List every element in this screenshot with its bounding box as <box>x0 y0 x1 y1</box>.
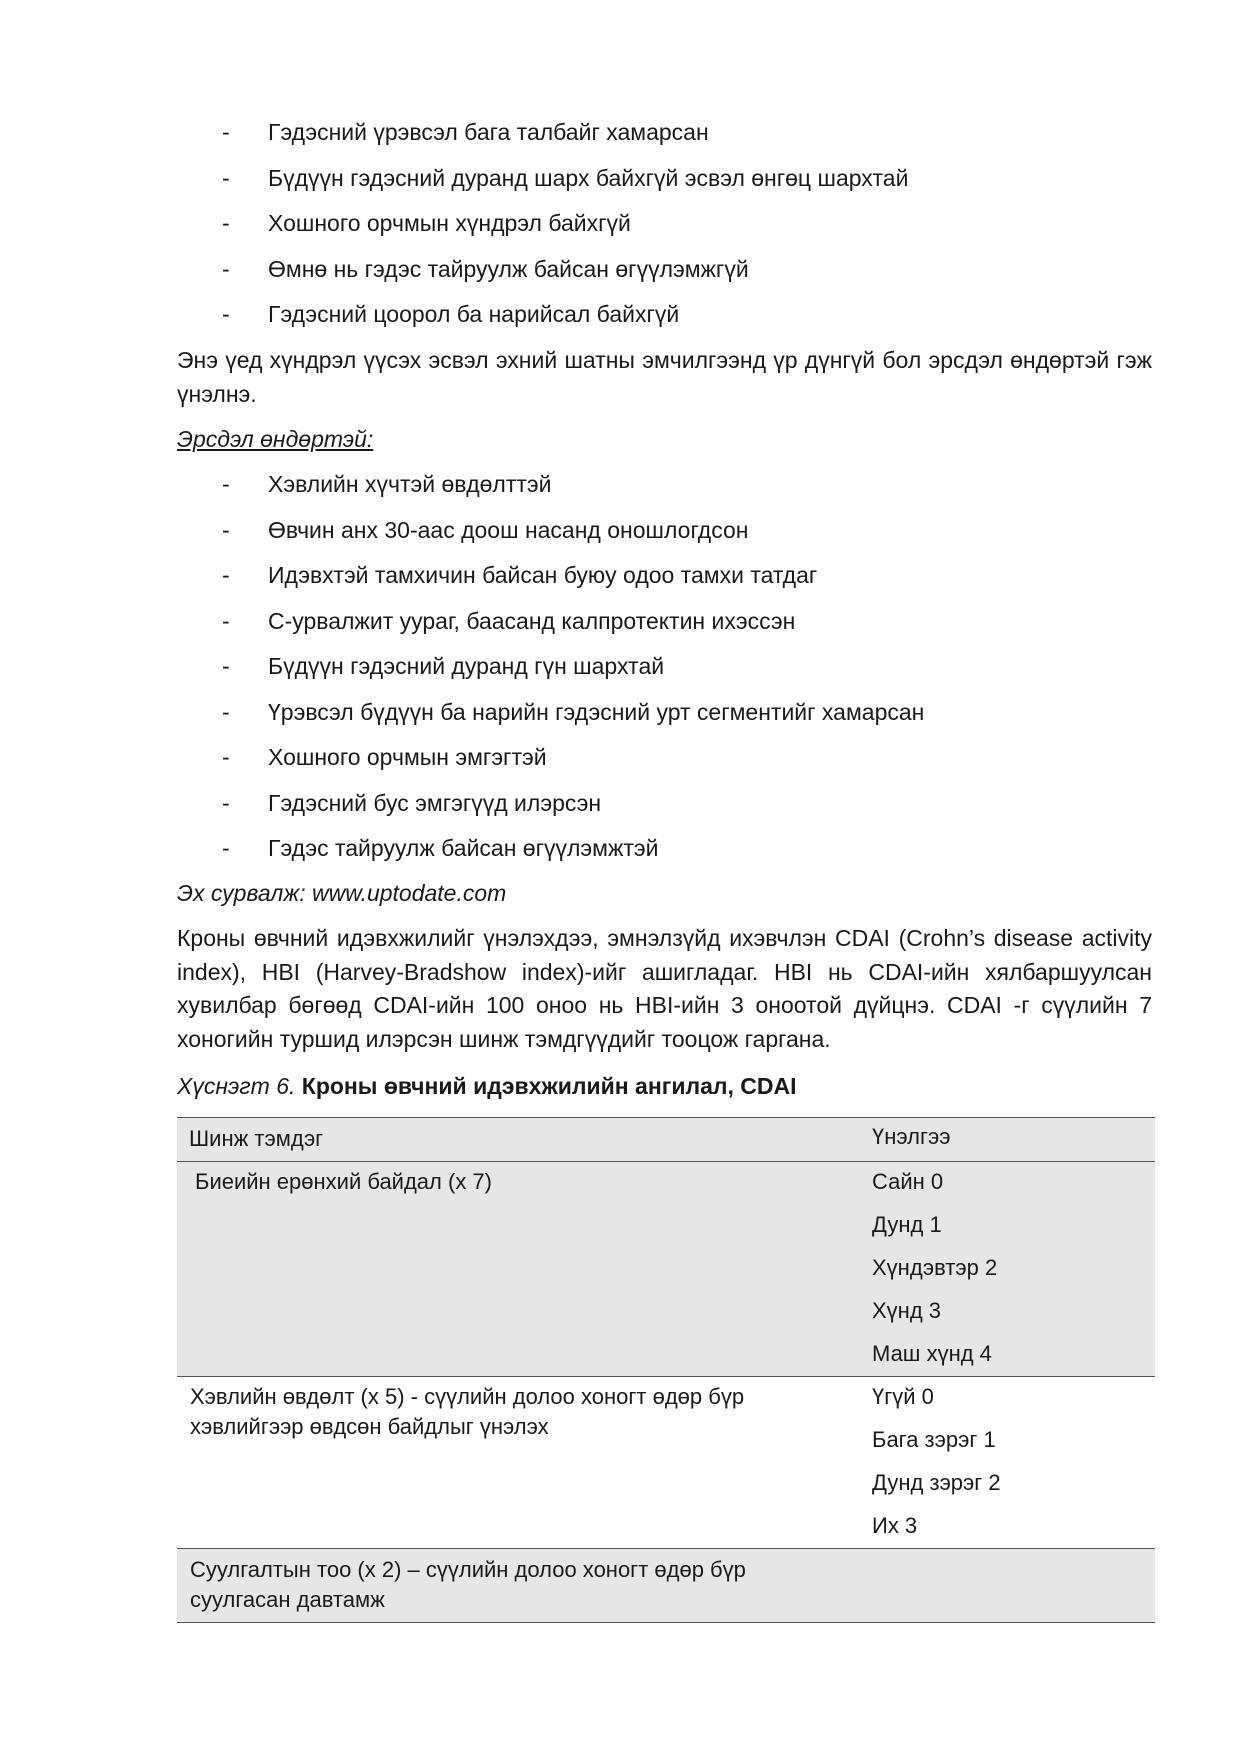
cdai-paragraph: Кроны өвчний идэвхжилийг үнэлэхдээ, эмнэлзүйд ихэвчлэн CDAI (Crohn’s disease activity index), HBI (Harvey-Bradshow index)-ийг ашигладаг. HBI нь CDAI-ийн хялбаршуулсан хувилбар бөгөөд CDAI-ийн 100 оноо нь HBI-ийн 3 оноотой дүйцнэ. CDAI -г сүүлийн 7 хоногийн туршид илэрсэн шинж тэмдгүүдийг тооцож гаргана. <box>177 925 1152 1052</box>
score-option: Бага зэрэг 1 <box>872 1427 996 1452</box>
score-option: Их 3 <box>872 1513 918 1538</box>
score-cell <box>872 1167 997 1382</box>
list-dash: - <box>222 744 230 770</box>
table-caption <box>177 1073 796 1100</box>
list-dash: - <box>222 164 230 191</box>
list-dash: - <box>222 698 230 725</box>
table-row <box>177 1548 1155 1623</box>
table-header-row <box>177 1117 1155 1161</box>
list-dash: - <box>222 119 230 145</box>
score-option: Маш хүнд 4 <box>872 1341 992 1366</box>
list-dash: - <box>222 562 230 588</box>
risk-paragraph: Энэ үед хүндрэл үүсэх эсвэл эхний шатны эмчилгээнд үр дүнгүй бол эрсдэл өндөртэй гэж үнэлнэ. <box>177 347 1152 407</box>
header-score: Үнэлгээ <box>872 1124 951 1149</box>
list-dash: - <box>222 835 230 861</box>
list-dash: - <box>222 255 230 282</box>
list-dash: - <box>222 210 230 236</box>
list-dash: - <box>222 607 230 634</box>
table-row <box>177 1376 1155 1548</box>
header-symptom: Шинж тэмдэг <box>189 1126 324 1151</box>
list-dash: - <box>222 471 230 497</box>
list-dash: - <box>222 301 230 327</box>
caption-title: Кроны өвчний идэвхжилийн ангилал, CDAI <box>301 1073 797 1099</box>
score-cell <box>872 1382 1001 1554</box>
cdai-table <box>177 1117 1155 1623</box>
score-option: Хүнд 3 <box>872 1298 942 1323</box>
symptom-cell: Суулгалтын тоо (x 2) – сүүлийн долоо хоногт өдөр бүр суулгасан давтамж <box>190 1557 746 1612</box>
symptom-cell: Хэвлийн өвдөлт (x 5) - сүүлийн долоо хоногт өдөр бүр хэвлийгээр өвдсөн байдлыг үнэлэх <box>190 1384 745 1439</box>
table-row <box>177 1161 1155 1376</box>
caption-label: Хүснэгт 6. <box>177 1073 296 1099</box>
score-option: Үгүй 0 <box>872 1384 934 1409</box>
list-dash: - <box>222 516 230 543</box>
list-dash: - <box>222 653 230 679</box>
symptom-cell: Биеийн ерөнхий байдал (x 7) <box>195 1169 492 1194</box>
high-risk-heading: Эрсдэл өндөртэй: <box>177 426 374 452</box>
score-option: Сайн 0 <box>872 1169 944 1194</box>
document-page: - Гэдэсний үрэвсэл бага талбайг хамарсан - Бүдүүн гэдэсний дуранд шарх байхгүй эсвэл өнгөц шархтай - Хошного орчмын хүндрэл байхгүй - Өмнө нь гэдэс тайруулж байсан өгүүлэмжгүй - Гэдэсний цоорол ба нарийсал байхгүй Энэ үед хүндрэл үүсэх эсвэл эхний шатны эмчилгээнд үр дүнгүй бол эрсдэл өндөртэй гэж үнэлнэ. Эрсдэл өндөртэй: - Хэвлийн хүчтэй өвдөлттэй - Өвчин анх 30-аас доош насанд оношлогдсон - Идэвхтэй тамхичин байсан буюу одоо тамхи татдаг - С-урвалжит уураг, баасанд калпротектин ихэссэн - Бүдүүн гэдэсний дуранд гүн шархтай - Үрэвсэл бүдүүн ба нарийн гэдэсний урт сегментийг хамарсан - Хошного орчмын эмгэгтэй - Гэдэсний бус эмгэгүүд илэрсэн - Гэдэс тайруулж байсан өгүүлэмжтэй Эх сурвалж: www.uptodate.com Кроны өвчний идэвхжилийг үнэлэхдээ, эмнэлзүйд ихэвчлэн CDAI (Crohn’s disease activity index), HBI (Harvey-Bradshow index)-ийг ашигладаг. HBI нь CDAI-ийн хялбаршуулсан хувилбар бөгөөд CDAI-ийн 100 оноо нь HBI-ийн 3 оноотой дүйцнэ. CDAI -г сүүлийн 7 хоногийн туршид илэрсэн шинж тэмдгүүдийг тооцож гаргана. Хүснэгт 6. Кроны өвчний идэвхжилийн ангилал, CDAI Шинж тэмдэг Үнэлгээ Биеийн ерөнхий байдал (x 7) Сайн 0 Дунд 1 Хүндэвтэр 2 Хүнд 3 Маш хүнд 4 Хэвлийн өвдөлт (x 5) - сүүлийн долоо хоногт өдөр бүр хэвлийгээр өвдсөн байдлыг үнэлэх Үгүй 0 Бага зэрэг 1 Дунд зэрэг 2 Их 3 Суулгалтын тоо (x 2) – сүүлийн долоо хоногт өдөр бүр суулгасан давтамж <box>0 0 1240 1752</box>
score-option: Хүндэвтэр 2 <box>872 1255 998 1280</box>
score-option: Дунд зэрэг 2 <box>872 1470 1001 1495</box>
score-option: Дунд 1 <box>872 1212 942 1237</box>
list-dash: - <box>222 789 230 816</box>
source-line: Эх сурвалж: www.uptodate.com <box>177 880 507 906</box>
